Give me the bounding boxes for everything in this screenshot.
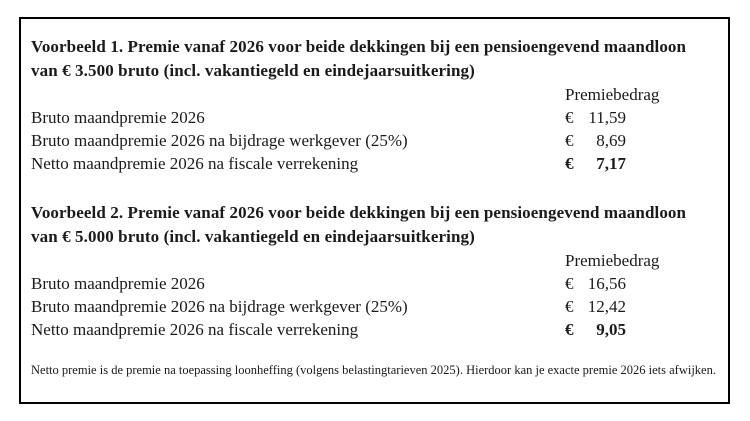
- example-1-title-line-2: van € 3.500 bruto (incl. vakantiegeld en eindejaarsuitkering): [31, 61, 475, 80]
- row-value: [565, 152, 728, 175]
- euro-sign: €: [565, 154, 574, 173]
- table-row: [31, 272, 728, 295]
- amount: 12,42: [587, 297, 626, 316]
- example-1-title-line-1: Voorbeeld 1. Premie vanaf 2026 voor beide dekkingen bij een pensioengevend maandloon: [31, 37, 687, 56]
- example-1-title: [31, 35, 728, 83]
- table-row: [31, 129, 728, 152]
- premium-examples-panel: [19, 17, 730, 404]
- row-value: [565, 318, 728, 341]
- euro-sign: €: [565, 274, 574, 293]
- amount: 9,05: [596, 320, 626, 339]
- row-value: [565, 129, 728, 152]
- example-2-title: [31, 201, 728, 249]
- footnote: Netto premie is de premie na toepassing loonheffing (volgens belastingtarieven 2025). Hierdoor kan je exacte premie 2026 iets afwijken.: [31, 363, 716, 377]
- example-2-title-line-2: van € 5.000 bruto (incl. vakantiegeld en eindejaarsuitkering): [31, 227, 475, 246]
- table-row: [31, 106, 728, 129]
- row-label-netto-maandpremie: Netto maandpremie 2026 na fiscale verrekening: [31, 154, 359, 173]
- table-row: [31, 152, 728, 175]
- row-label-bruto-na-werkgever: Bruto maandpremie 2026 na bijdrage werkgever (25%): [31, 131, 408, 150]
- example-2-header-row: [31, 249, 728, 272]
- row-label-bruto-maandpremie: Bruto maandpremie 2026: [31, 274, 205, 293]
- row-label-netto-maandpremie: Netto maandpremie 2026 na fiscale verrekening: [31, 320, 359, 339]
- row-label-bruto-na-werkgever: Bruto maandpremie 2026 na bijdrage werkgever (25%): [31, 297, 408, 316]
- row-value: [565, 272, 728, 295]
- amount: 7,17: [596, 154, 626, 173]
- table-row: [31, 295, 728, 318]
- column-header-premiebedrag: Premiebedrag: [565, 85, 660, 104]
- euro-sign: €: [565, 108, 574, 127]
- table-row: [31, 318, 728, 341]
- row-value: [565, 295, 728, 318]
- euro-sign: €: [565, 297, 574, 316]
- row-label-bruto-maandpremie: Bruto maandpremie 2026: [31, 108, 205, 127]
- example-2-title-line-1: Voorbeeld 2. Premie vanaf 2026 voor beide dekkingen bij een pensioengevend maandloon: [31, 203, 687, 222]
- amount: 16,56: [587, 274, 626, 293]
- column-header-premiebedrag: Premiebedrag: [565, 251, 660, 270]
- example-1-header-row: [31, 83, 728, 106]
- amount: 11,59: [588, 108, 626, 127]
- euro-sign: €: [565, 131, 574, 150]
- euro-sign: €: [565, 320, 574, 339]
- row-value: [565, 106, 728, 129]
- amount: 8,69: [596, 131, 626, 150]
